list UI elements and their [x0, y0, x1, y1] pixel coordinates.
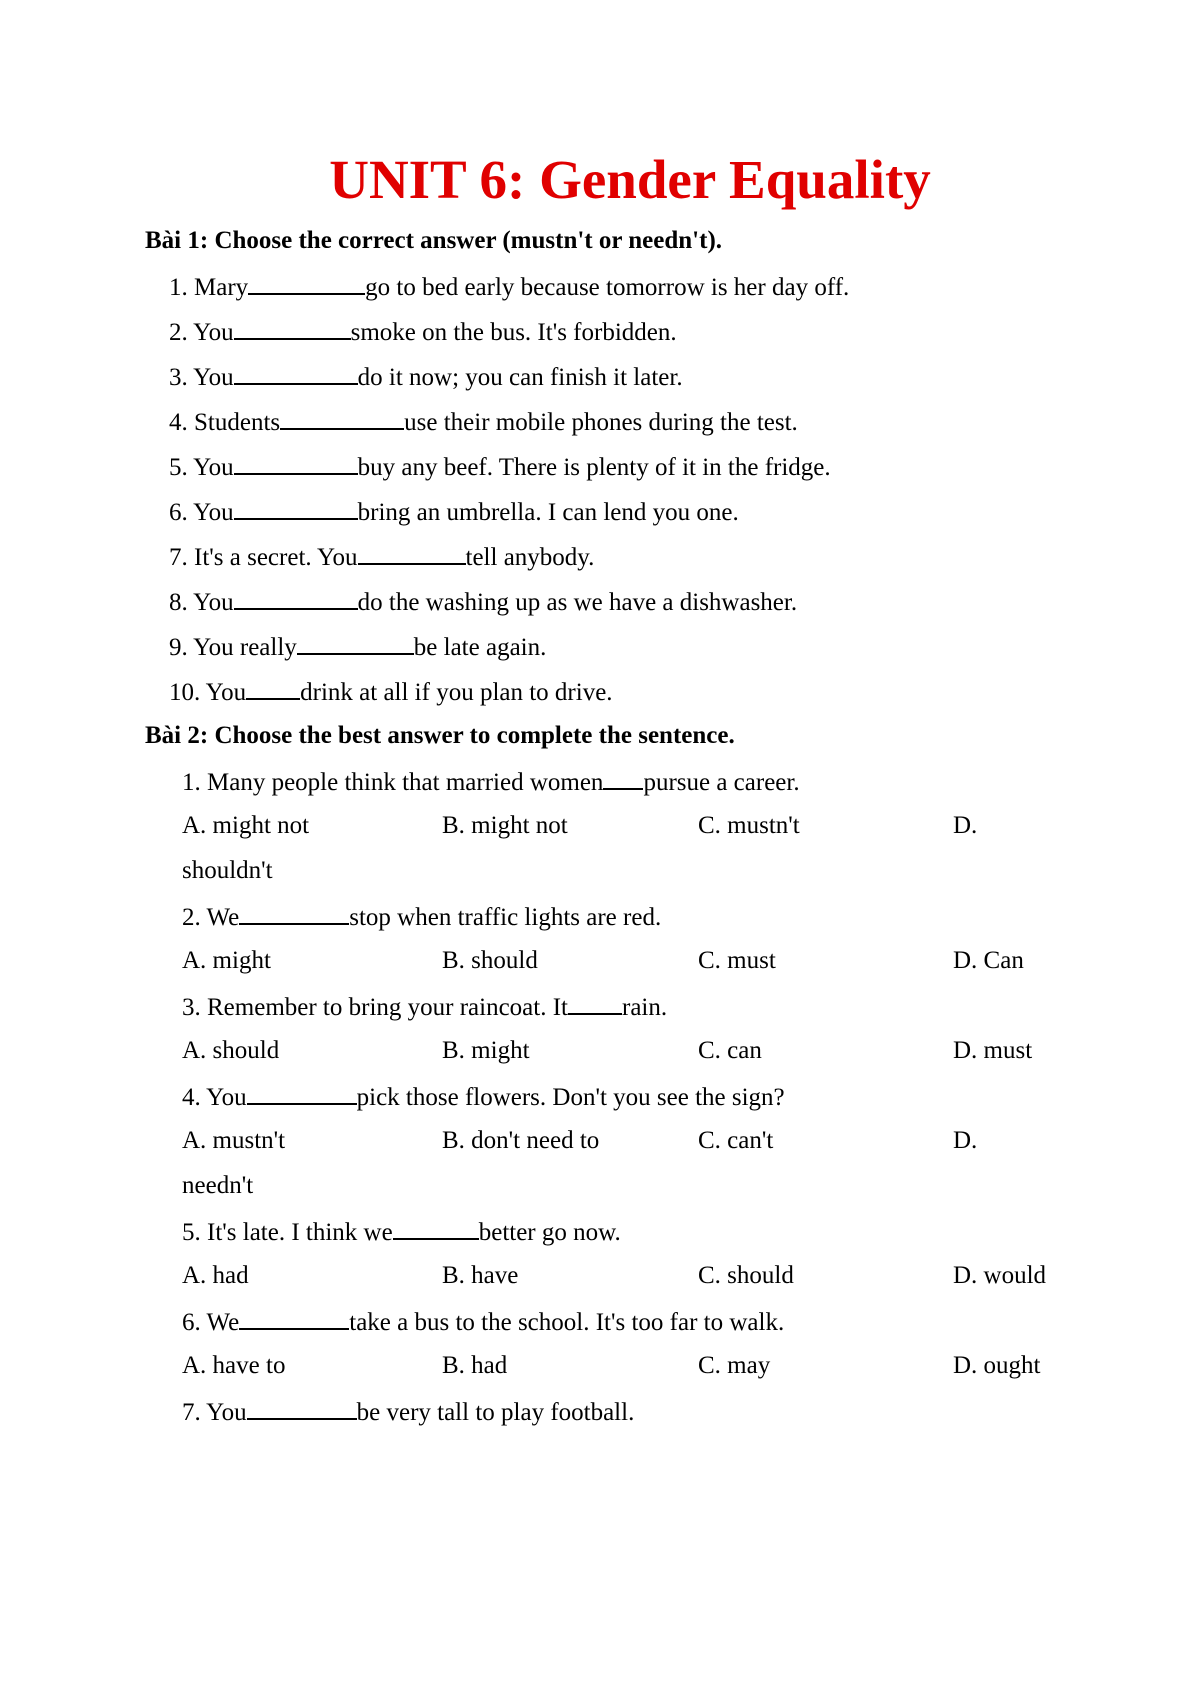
ex1-item-2-suffix: smoke on the bus. It's forbidden.: [350, 319, 677, 346]
ex2-q4-prefix: 4. You: [182, 1084, 247, 1111]
answer-blank: [234, 316, 351, 340]
ex1-item-1-suffix: go to bed early because tomorrow is her day off.: [365, 274, 850, 301]
ex1-item-7-suffix: tell anybody.: [465, 544, 595, 571]
ex2-q6-option-b: B. had: [442, 1352, 508, 1379]
exercise-1-heading: Bài 1: Choose the correct answer (mustn't or needn't).: [145, 227, 723, 254]
ex2-q4-option-b: B. don't need to: [442, 1127, 600, 1154]
ex2-q4-option-d: D.: [953, 1127, 978, 1154]
ex1-item-4-prefix: 4. Students: [169, 409, 281, 436]
answer-blank: [234, 496, 358, 520]
ex1-item-1: [169, 271, 849, 303]
ex2-q5-option-a: A. had: [182, 1262, 249, 1289]
ex2-question-6: [182, 1306, 784, 1338]
ex1-item-2: [169, 316, 677, 348]
ex2-q2-option-c: C. must: [698, 947, 776, 974]
answer-blank: [568, 991, 622, 1015]
ex2-q3-option-d: D. must: [953, 1037, 1033, 1064]
answer-blank: [358, 541, 466, 565]
ex1-item-2-prefix: 2. You: [169, 319, 234, 346]
ex2-question-2: [182, 901, 661, 933]
ex2-q5-prefix: 5. It's late. I think we: [182, 1219, 393, 1246]
ex1-item-7: [169, 541, 594, 573]
ex1-item-3-prefix: 3. You: [169, 364, 234, 391]
answer-blank: [239, 1306, 349, 1330]
ex2-q6-suffix: take a bus to the school. It's too far to walk.: [349, 1309, 785, 1336]
ex2-q1-prefix: 1. Many people think that married women: [182, 769, 604, 796]
ex1-item-8-prefix: 8. You: [169, 589, 234, 616]
ex2-q3-prefix: 3. Remember to bring your raincoat. It: [182, 994, 568, 1021]
ex1-item-6-suffix: bring an umbrella. I can lend you one.: [357, 499, 739, 526]
ex2-question-3: [182, 991, 667, 1023]
ex1-item-8-suffix: do the washing up as we have a dishwasher.: [357, 589, 798, 616]
answer-blank: [247, 1081, 357, 1105]
ex2-q6-prefix: 6. We: [182, 1309, 240, 1336]
ex2-q7-prefix: 7. You: [182, 1399, 247, 1426]
ex2-q2-option-a: A. might: [182, 947, 271, 974]
ex1-item-4: [169, 406, 798, 438]
answer-blank: [234, 451, 358, 475]
ex1-item-7-prefix: 7. It's a secret. You: [169, 544, 358, 571]
ex2-q3-option-c: C. can: [698, 1037, 762, 1064]
ex2-q6-option-c: C. may: [698, 1352, 771, 1379]
ex1-item-8: [169, 586, 797, 618]
ex2-q1-suffix: pursue a career.: [643, 769, 800, 796]
ex1-item-9-suffix: be late again.: [413, 634, 547, 661]
answer-blank: [393, 1216, 479, 1240]
ex1-item-3-suffix: do it now; you can finish it later.: [357, 364, 683, 391]
ex1-item-6-prefix: 6. You: [169, 499, 234, 526]
answer-blank: [297, 631, 414, 655]
ex2-q1-option-b: B. might not: [442, 812, 568, 839]
ex2-q3-option-b: B. might: [442, 1037, 530, 1064]
answer-blank: [234, 586, 358, 610]
ex2-q2-option-d: D. Can: [953, 947, 1024, 974]
page-title: UNIT 6: Gender Equality: [329, 149, 931, 210]
ex2-q1-option-a: A. might not: [182, 812, 310, 839]
ex2-question-4: [182, 1081, 785, 1113]
ex1-item-5: [169, 451, 831, 483]
ex1-item-5-prefix: 5. You: [169, 454, 234, 481]
ex2-q3-suffix: rain.: [622, 994, 668, 1021]
answer-blank: [603, 766, 643, 790]
ex2-q1-option-c: C. mustn't: [698, 812, 800, 839]
ex2-q7-suffix: be very tall to play football.: [356, 1399, 635, 1426]
ex2-q6-option-a: A. have to: [182, 1352, 286, 1379]
ex1-item-6: [169, 496, 739, 528]
answer-blank: [234, 361, 358, 385]
ex1-item-9: [169, 631, 546, 663]
ex2-q2-suffix: stop when traffic lights are red.: [349, 904, 662, 931]
ex2-q1-option-d: D.: [953, 812, 978, 839]
ex1-item-10: [169, 676, 613, 708]
ex2-q4-option-d-text: needn't: [182, 1172, 254, 1199]
ex2-q5-suffix: better go now.: [478, 1219, 621, 1246]
ex2-q5-option-d: D. would: [953, 1262, 1047, 1289]
ex2-q6-option-d: D. ought: [953, 1352, 1041, 1379]
ex2-q3-option-a: A. should: [182, 1037, 280, 1064]
answer-blank: [247, 1396, 357, 1420]
answer-blank: [239, 901, 349, 925]
ex2-question-5: [182, 1216, 621, 1248]
ex1-item-3: [169, 361, 683, 393]
ex2-q5-option-b: B. have: [442, 1262, 519, 1289]
ex2-q4-option-a: A. mustn't: [182, 1127, 286, 1154]
ex2-question-1: [182, 766, 800, 798]
answer-blank: [280, 406, 404, 430]
ex1-item-5-suffix: buy any beef. There is plenty of it in the fridge.: [357, 454, 831, 481]
exercise-2-heading: Bài 2: Choose the best answer to complete the sentence.: [145, 722, 735, 749]
ex1-item-1-prefix: 1. Mary: [169, 274, 249, 301]
ex2-q4-option-c: C. can't: [698, 1127, 774, 1154]
ex2-q5-option-c: C. should: [698, 1262, 794, 1289]
ex1-item-9-prefix: 9. You really: [169, 634, 297, 661]
ex1-item-10-suffix: drink at all if you plan to drive.: [300, 679, 613, 706]
ex2-q4-suffix: pick those flowers. Don't you see the sign?: [356, 1084, 785, 1111]
ex1-item-4-suffix: use their mobile phones during the test.: [404, 409, 798, 436]
ex2-question-7: [182, 1396, 634, 1428]
answer-blank: [248, 271, 365, 295]
ex1-item-10-prefix: 10. You: [169, 679, 247, 706]
ex2-q2-prefix: 2. We: [182, 904, 240, 931]
ex2-q2-option-b: B. should: [442, 947, 538, 974]
answer-blank: [246, 676, 300, 700]
ex2-q1-option-d-text: shouldn't: [182, 857, 273, 884]
